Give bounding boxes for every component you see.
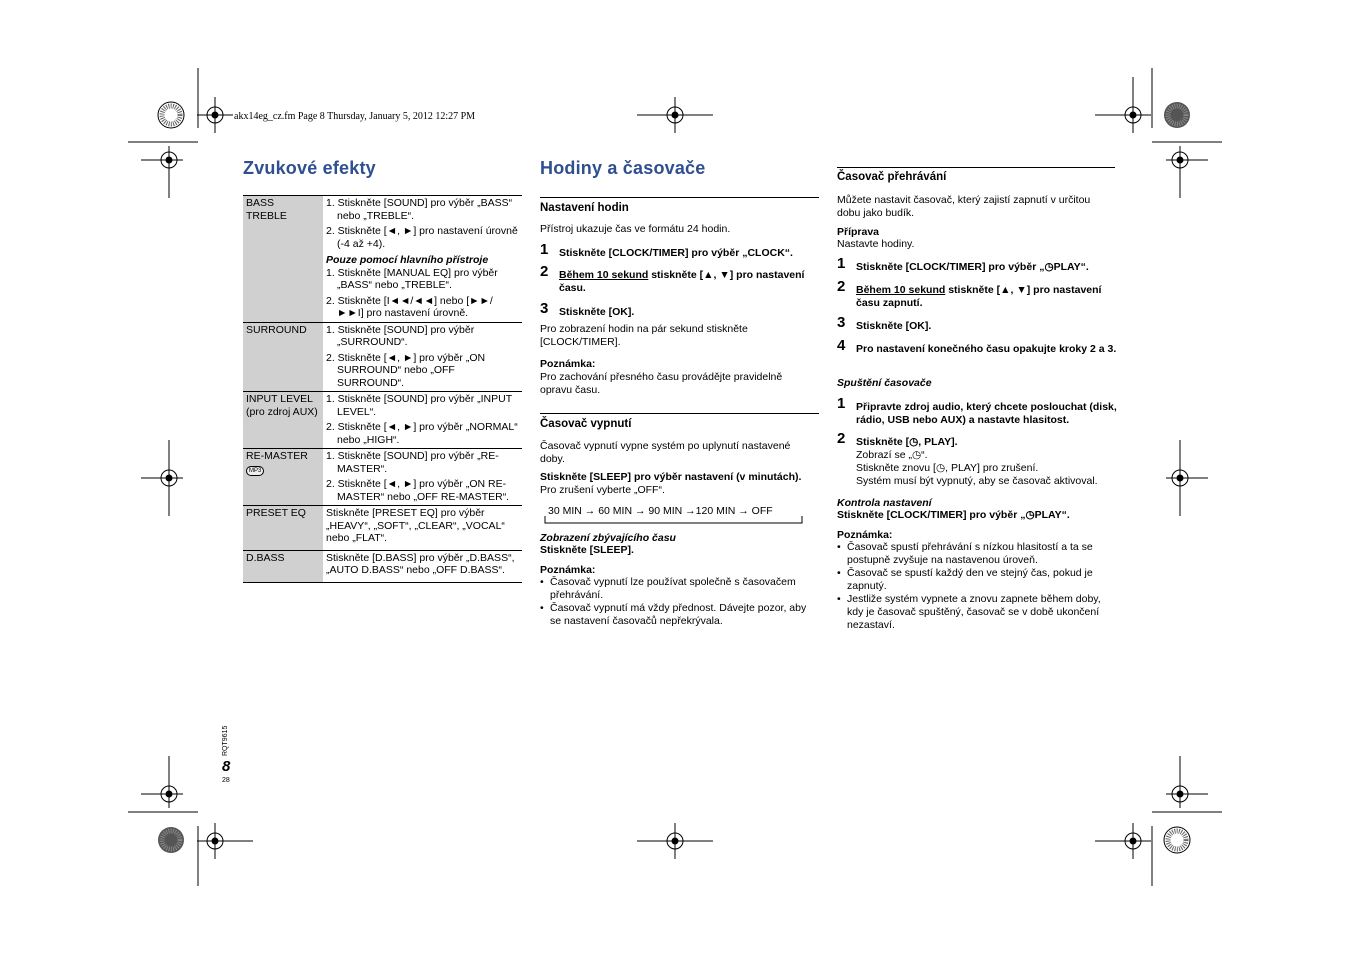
sleep-sequence: 30 MIN → 60 MIN → 90 MIN →120 MIN → OFF	[548, 505, 773, 517]
clock-step-1: 1 Stiskněte [CLOCK/TIMER] pro výběr „CLOCK“.	[540, 241, 793, 259]
clock-heading: Nastavení hodin	[540, 202, 629, 214]
timer-step-2: 2 Během 10 sekund stiskněte [▲, ▼] pro nastavení času zapnutí.	[837, 278, 1102, 309]
timer-step-1: 1 Stiskněte [CLOCK/TIMER] pro výběr „◷PLAY“.	[837, 255, 1089, 273]
sleep-heading: Časovač vypnutí	[540, 418, 632, 430]
page-number: 8	[222, 758, 231, 775]
table-row: PRESET EQ Stiskněte [PRESET EQ] pro výběr „HEAVY“, „SOFT“, „CLEAR“, „VOCAL“ nebo „FLAT“.	[243, 506, 522, 551]
row-label: BASS TREBLE	[243, 196, 323, 322]
section-title-clock: Hodiny a časovače	[540, 158, 706, 178]
table-row: SURROUND 1. Stiskněte [SOUND] pro výběr „SURROUND“. 2. Stiskněte [◄, ►] pro výběr „ON SURROUND“ nebo „OFF SURROUND“.	[243, 323, 522, 393]
start-step-2: 2 Stiskněte [◷, PLAY].	[837, 430, 958, 448]
timer-step-4: 4 Pro nastavení konečného času opakujte kroky 2 a 3.	[837, 337, 1117, 355]
table-row	[243, 196, 522, 323]
sub-page-number: 28	[222, 777, 230, 784]
start-step-1: 1 Připravte zdroj audio, který chcete poslouchat (disk, rádio, USB nebo AUX) a nastavte hlasitost.	[837, 395, 1117, 426]
file-header: akx14eg_cz.fm Page 8 Thursday, January 5, 2012 12:27 PM	[234, 111, 476, 122]
clock-step-3: 3 Stiskněte [OK].	[540, 300, 635, 318]
section-title-sound: Zvukové efekty	[243, 158, 376, 178]
doc-code: RQT9615	[222, 725, 229, 756]
clock-step-2: 2 Během 10 sekund stiskněte [▲, ▼] pro nastavení času.	[540, 263, 805, 294]
sound-effects-table	[243, 195, 522, 583]
timer-notes: • Časovač spustí přehrávání s nízkou hlasitostí a ta se postupně zvyšuje na nastavenou úroveň. • Časovač se spustí každý den ve stejný čas, pokud je zapnutý. • Jestliže systém vypnete a znovu zapnete během doby, kdy je časovač spuštěný, časovač se v době ukončení nezastaví.	[837, 541, 1117, 632]
play-timer-heading: Časovač přehrávání	[837, 171, 947, 183]
timer-step-3: 3 Stiskněte [OK].	[837, 314, 932, 332]
table-row: INPUT LEVEL (pro zdroj AUX) 1. Stiskněte [SOUND] pro výběr „INPUT LEVEL“. 2. Stiskněte [◄, ►] pro výběr „NORMAL“ nebo „HIGH“.	[243, 392, 522, 449]
mp3-badge-icon: MP3	[246, 466, 264, 476]
table-row: RE-MASTER MP3 1. Stiskněte [SOUND] pro výběr „RE-MASTER“. 2. Stiskněte [◄, ►] pro výběr „ON RE-MASTER“ nebo „OFF RE-MASTER“.	[243, 449, 522, 506]
sequence-loop-line	[542, 516, 807, 526]
table-row: D.BASS Stiskněte [D.BASS] pro výběr „D.BASS“, „AUTO D.BASS“ nebo „OFF D.BASS“.	[243, 551, 522, 583]
row-content: 1. Stiskněte [SOUND] pro výběr „BASS“ nebo „TREBLE“. 2. Stiskněte [◄, ►] pro nastavení úrovně (-4 až +4). Pouze pomocí hlavního přístroje 1. Stiskněte [MANUAL EQ] pro výběr „BASS“ nebo „TREBLE“. 2. Stiskněte [I◄◄/◄◄] nebo [►►/►►I] pro nastavení úrovně.	[326, 197, 518, 319]
sleep-notes: • Časovač vypnutí lze používat společně s časovačem přehrávání. • Časovač vypnutí má vždy přednost. Dávejte pozor, aby se nastavení časovačů nepřekrývala.	[540, 576, 820, 628]
row-note: Pouze pomocí hlavního přístroje	[326, 254, 489, 266]
